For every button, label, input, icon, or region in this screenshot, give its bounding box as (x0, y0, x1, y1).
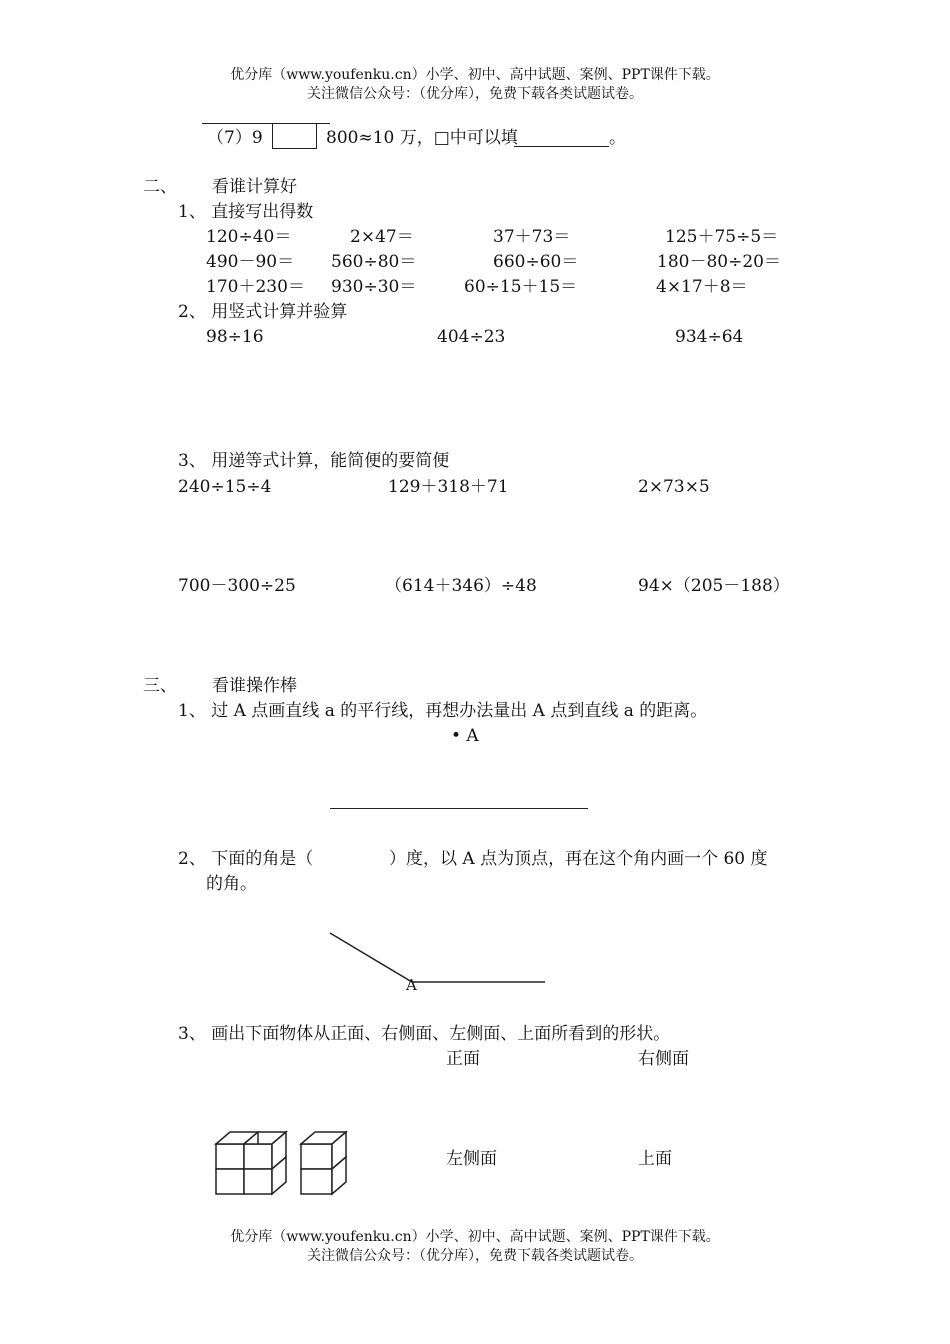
q3-label: 3、 画出下面物体从正面、右侧面、左侧面、上面所看到的形状。 (178, 1024, 671, 1044)
view-label-right: 右侧面 (638, 1049, 689, 1069)
calc-item: 37＋73＝ (493, 227, 571, 247)
angle-vertex-label: A (406, 976, 417, 994)
vertical-calc-item: 98÷16 (206, 327, 264, 347)
view-label-left: 左侧面 (446, 1149, 497, 1169)
header-line-1: 优分库（www.youfenku.cn）小学、初中、高中试题、案例、PPT课件下载。 (230, 67, 720, 83)
point-a-label: • A (451, 726, 479, 746)
vertical-calc-item: 934÷64 (675, 327, 744, 347)
stepwise-calc-item: 700－300÷25 (178, 576, 296, 596)
calc-item: 120÷40＝ (206, 227, 292, 247)
calc-item: 660÷60＝ (493, 252, 579, 272)
calc-item: 4×17＋8＝ (656, 277, 748, 297)
calc-item: 170＋230＝ (206, 277, 305, 297)
q2-label-start: 2、 下面的角是（ (178, 849, 314, 869)
q2-label-end: 的角。 (206, 874, 257, 894)
q7-end: 。 (609, 128, 626, 148)
calc-item: 180－80÷20＝ (657, 252, 781, 272)
part3-label: 3、 用递等式计算，能简便的要简便 (178, 451, 450, 471)
calc-item: 2×47＝ (350, 227, 414, 247)
section3-title: 看谁操作棒 (212, 676, 297, 696)
footer-line-1: 优分库（www.youfenku.cn）小学、初中、高中试题、案例、PPT课件下载。 (230, 1229, 720, 1245)
q7-text: 800≈10 万，□中可以填 (326, 128, 518, 148)
view-label-top: 上面 (638, 1149, 672, 1169)
part1-label: 1、 直接写出得数 (178, 202, 314, 222)
calc-item: 930÷30＝ (331, 277, 417, 297)
header-line-2: 关注微信公众号：（优分库），免费下载各类试题试卷。 (307, 86, 643, 102)
section3-number: 三、 (143, 676, 177, 696)
cube-stack-middle (244, 1132, 286, 1194)
stepwise-calc-item: 240÷15÷4 (178, 477, 272, 497)
cube-stack-right (301, 1132, 346, 1194)
q2-label-rest: ）度，以 A 点为顶点，再在这个角内画一个 60 度 (389, 849, 768, 869)
calc-item: 125＋75÷5＝ (665, 227, 779, 247)
footer-line-2: 关注微信公众号：（优分库），免费下载各类试题试卷。 (307, 1248, 643, 1264)
stepwise-calc-item: （614＋346）÷48 (385, 576, 537, 596)
stepwise-calc-item: 94×（205－188） (638, 576, 790, 596)
section2-number: 二、 (143, 177, 177, 197)
calc-item: 60÷15＋15＝ (464, 277, 578, 297)
stepwise-calc-item: 129＋318＋71 (388, 477, 509, 497)
view-label-front: 正面 (446, 1049, 480, 1069)
calc-item: 490－90＝ (206, 252, 295, 272)
stepwise-calc-item: 2×73×5 (638, 477, 710, 497)
part2-label: 2、 用竖式计算并验算 (178, 302, 348, 322)
calc-item: 560÷80＝ (331, 252, 417, 272)
vertical-calc-item: 404÷23 (437, 327, 506, 347)
q1-label: 1、 过 A 点画直线 a 的平行线，再想办法量出 A 点到直线 a 的距离。 (178, 701, 708, 721)
section2-title: 看谁计算好 (212, 177, 297, 197)
q7-prefix: （7）9 (207, 128, 263, 148)
